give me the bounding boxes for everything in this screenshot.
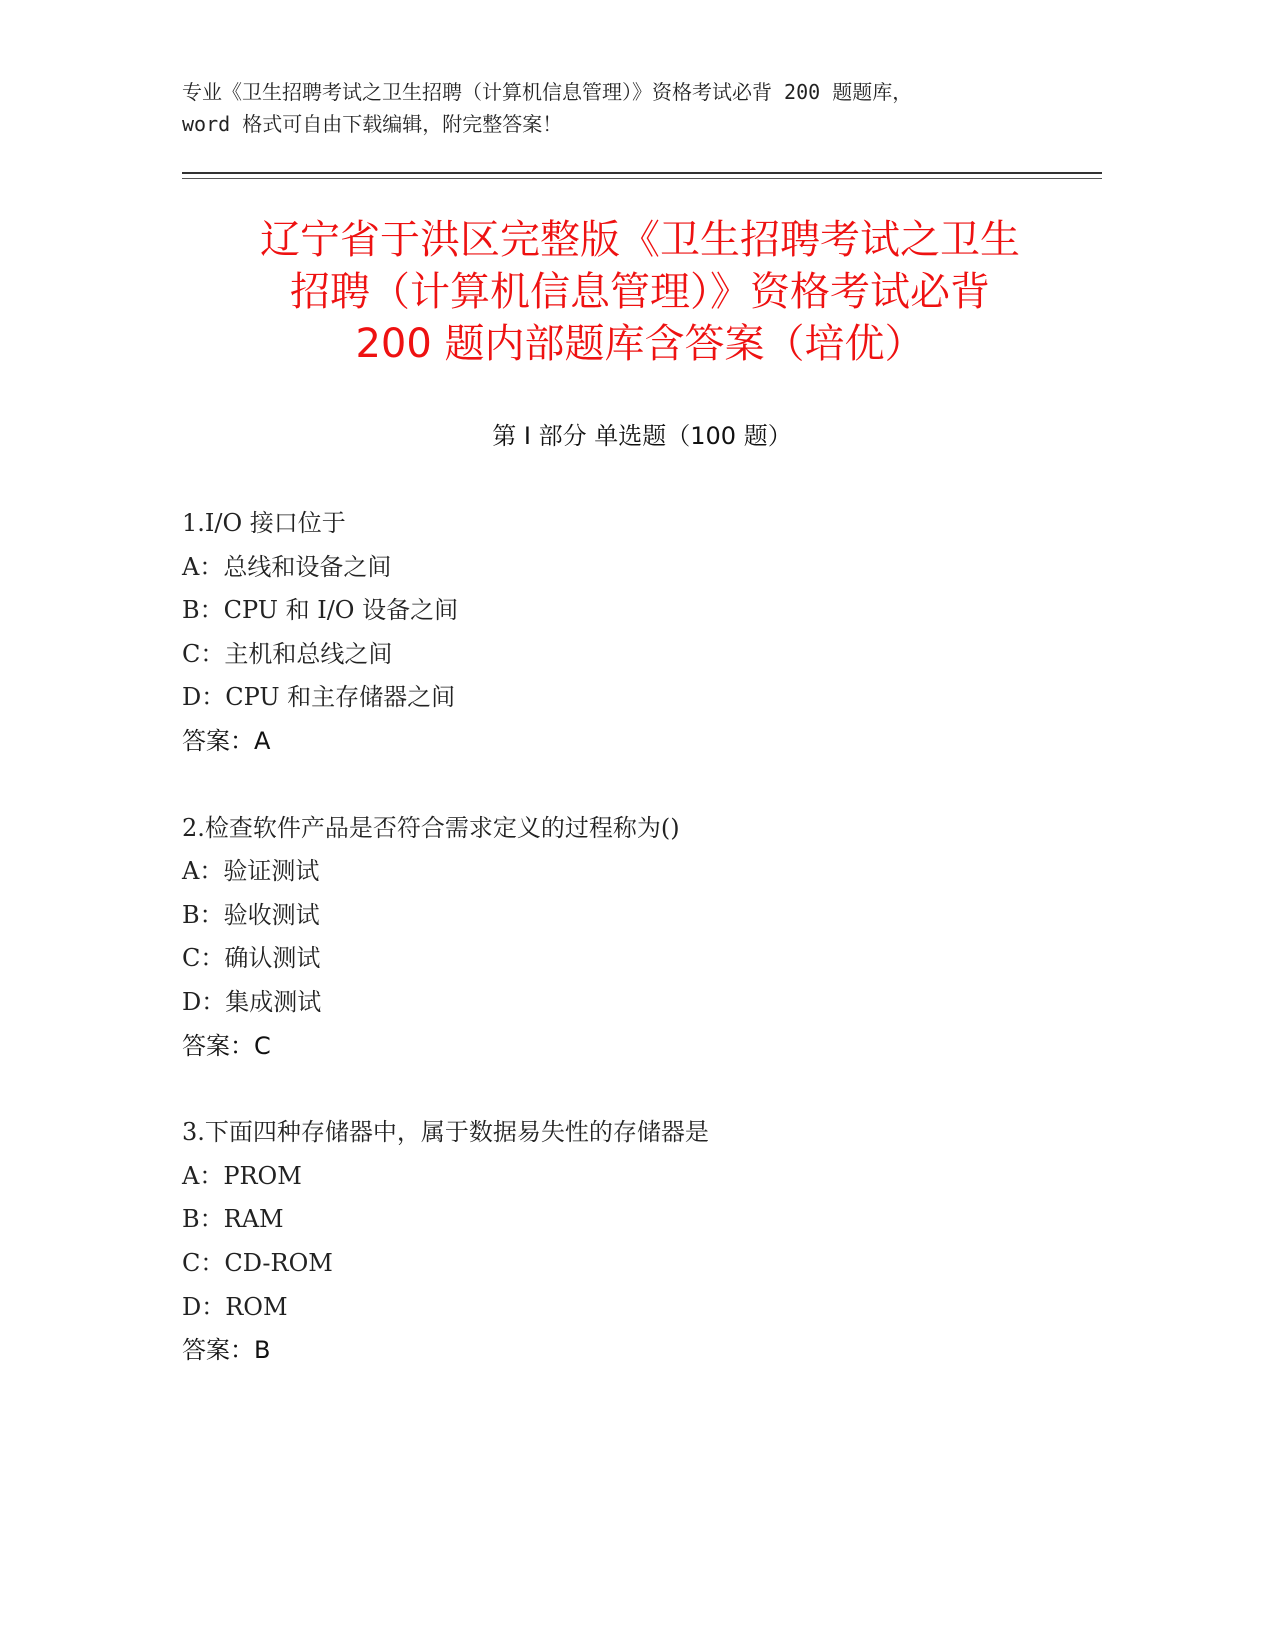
header-note-line-2: word 格式可自由下载编辑，附完整答案！ [182,112,563,136]
question-list [182,502,1102,1416]
document-title-line-1: 辽宁省于洪区完整版《卫生招聘考试之卫生 [260,217,1020,263]
option-c: C：确认测试 [182,944,321,973]
header-divider-thin [182,178,1102,179]
option-d: D：ROM [182,1292,288,1321]
option-d: D：CPU 和主存储器之间 [182,683,456,712]
option-c: C：CD-ROM [182,1248,333,1277]
option-a: A：总线和设备之间 [182,552,392,581]
question-item [182,502,1102,764]
option-c: C：主机和总线之间 [182,639,393,668]
option-b: B：RAM [182,1205,284,1234]
header-divider-thick [182,172,1102,174]
question-stem: 3.下面四种存储器中，属于数据易失性的存储器是 [182,1118,709,1147]
option-b: B：验收测试 [182,900,320,929]
option-a: A：验证测试 [182,857,320,886]
answer-text: 答案：C [182,1031,271,1060]
question-stem: 2.检查软件产品是否符合需求定义的过程称为() [182,813,680,842]
document-title-line-2: 招聘（计算机信息管理）》资格考试必背 [290,269,990,315]
question-item [182,1111,1102,1373]
section-title: 第 I 部分 单选题（100 题） [492,422,792,450]
document-title [140,214,1140,370]
question-stem: 1.I/O 接口位于 [182,509,346,537]
header-note-line-1: 专业《卫生招聘考试之卫生招聘（计算机信息管理）》资格考试必背 200 题题库， [182,80,913,104]
option-d: D：集成测试 [182,987,322,1016]
question-item [182,807,1102,1069]
option-a: A：PROM [182,1161,302,1190]
answer-text: 答案：A [182,726,271,755]
answer-text: 答案：B [182,1336,271,1365]
option-b: B：CPU 和 I/O 设备之间 [182,596,459,625]
document-title-line-3: 200 题内部题库含答案（培优） [355,321,925,367]
header-note [182,76,1102,140]
